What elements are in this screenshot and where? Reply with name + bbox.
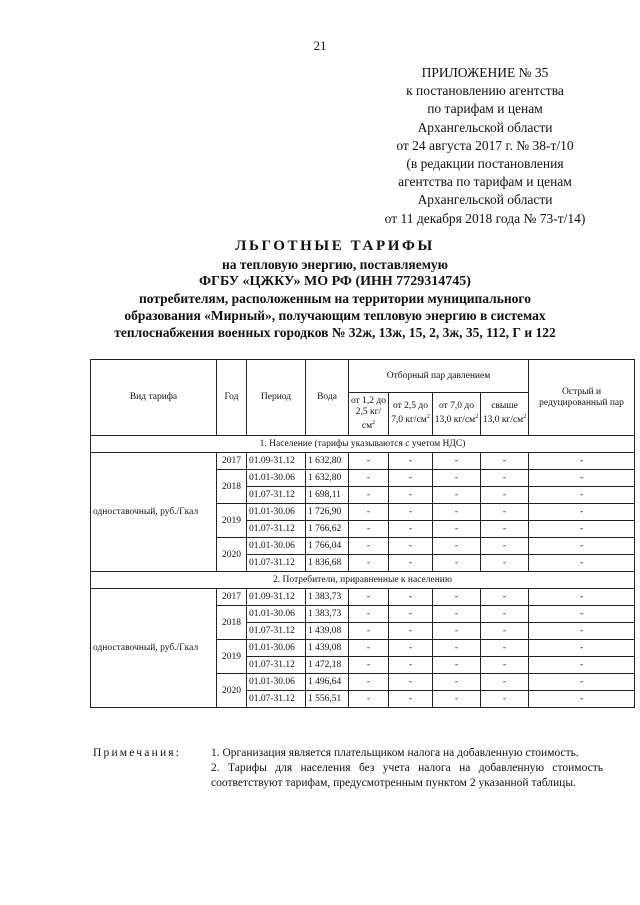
empty-value-cell: -	[433, 470, 481, 487]
superscript: 2	[475, 414, 479, 421]
appendix-line: от 11 декабря 2018 года № 73-т/14)	[384, 210, 586, 226]
header-steam-3	[433, 393, 481, 436]
header-steam-4	[481, 393, 529, 436]
title-line: образования «Мирный», получающим тепловую энергию в системах	[124, 308, 546, 323]
empty-value-cell: -	[433, 674, 481, 691]
water-tariff-cell: 1 836,68	[306, 555, 349, 572]
empty-value-cell: -	[349, 691, 389, 708]
section-title: 1. Население (тарифы указываются с учетом НДС)	[91, 436, 635, 453]
empty-value-cell: -	[433, 538, 481, 555]
title-organization: ФГБУ «ЦЖКУ» МО РФ (ИНН 7729314745)	[199, 274, 471, 289]
water-tariff-cell: 1 632,80	[306, 470, 349, 487]
empty-value-cell: -	[349, 538, 389, 555]
empty-value-cell: -	[349, 674, 389, 691]
appendix-line: Архангельской области	[417, 192, 553, 208]
empty-value-cell: -	[529, 453, 635, 470]
appendix-line: (в редакции постановления	[406, 156, 564, 172]
document-title	[30, 236, 640, 341]
header-sharp-steam: Острый и редуцированный пар	[529, 360, 635, 436]
period-cell: 01.07-31.12	[247, 555, 306, 572]
empty-value-cell: -	[529, 674, 635, 691]
year-cell: 2017	[217, 453, 247, 470]
year-cell: 2018	[217, 470, 247, 504]
section-row	[91, 436, 635, 453]
empty-value-cell: -	[529, 470, 635, 487]
empty-value-cell: -	[481, 640, 529, 657]
year-cell: 2020	[217, 538, 247, 572]
empty-value-cell: -	[433, 623, 481, 640]
year-cell: 2019	[217, 640, 247, 674]
empty-value-cell: -	[481, 487, 529, 504]
empty-value-cell: -	[481, 657, 529, 674]
appendix-header	[340, 64, 630, 228]
empty-value-cell: -	[389, 589, 433, 606]
header-steam-4-text: свыше 13,0 кг/см	[482, 401, 524, 426]
empty-value-cell: -	[389, 487, 433, 504]
empty-value-cell: -	[433, 640, 481, 657]
water-tariff-cell: 1 766,62	[306, 521, 349, 538]
header-steam-1	[349, 393, 389, 436]
empty-value-cell: -	[481, 623, 529, 640]
empty-value-cell: -	[389, 674, 433, 691]
empty-value-cell: -	[433, 691, 481, 708]
empty-value-cell: -	[349, 623, 389, 640]
empty-value-cell: -	[349, 555, 389, 572]
empty-value-cell: -	[481, 691, 529, 708]
page-number: 21	[313, 38, 327, 53]
empty-value-cell: -	[389, 504, 433, 521]
empty-value-cell: -	[433, 453, 481, 470]
empty-value-cell: -	[529, 555, 635, 572]
header-year: Год	[217, 360, 247, 436]
year-cell: 2017	[217, 589, 247, 606]
section-row	[91, 572, 635, 589]
water-tariff-cell: 1 383,73	[306, 606, 349, 623]
note-item: 1. Организация является плательщиком налога на добавленную стоимость.	[211, 747, 579, 759]
year-cell: 2020	[217, 674, 247, 708]
appendix-line: агентства по тарифам и ценам	[398, 174, 572, 190]
superscript: 2	[523, 414, 527, 421]
title-line: на тепловую энергию, поставляемую	[222, 257, 448, 272]
period-cell: 01.09-31.12	[247, 453, 306, 470]
empty-value-cell: -	[481, 453, 529, 470]
empty-value-cell: -	[481, 538, 529, 555]
empty-value-cell: -	[349, 521, 389, 538]
header-steam-2	[389, 393, 433, 436]
period-cell: 01.07-31.12	[247, 691, 306, 708]
period-cell: 01.07-31.12	[247, 623, 306, 640]
empty-value-cell: -	[349, 487, 389, 504]
empty-value-cell: -	[389, 521, 433, 538]
empty-value-cell: -	[481, 521, 529, 538]
notes-items	[211, 746, 603, 791]
empty-value-cell: -	[433, 555, 481, 572]
empty-value-cell: -	[433, 606, 481, 623]
empty-value-cell: -	[529, 623, 635, 640]
appendix-line: от 24 августа 2017 г. № 38-т/10	[396, 137, 574, 153]
title-line: теплоснабжения военных городков № 32ж, 13ж, 15, 2, 3ж, 35, 112, Г и 122	[114, 325, 556, 340]
empty-value-cell: -	[529, 504, 635, 521]
empty-value-cell: -	[389, 657, 433, 674]
empty-value-cell: -	[389, 623, 433, 640]
section-title: 2. Потребители, приравненные к населению	[91, 572, 635, 589]
empty-value-cell: -	[389, 453, 433, 470]
table-row	[91, 589, 635, 606]
title-main: ЛЬГОТНЫЕ ТАРИФЫ	[235, 238, 435, 254]
water-tariff-cell: 1 632,80	[306, 453, 349, 470]
tariff-table	[90, 359, 635, 708]
empty-value-cell: -	[433, 657, 481, 674]
period-cell: 01.01-30.06	[247, 674, 306, 691]
water-tariff-cell: 1 698,11	[306, 487, 349, 504]
header-water: Вода	[306, 360, 349, 436]
table-row	[91, 453, 635, 470]
empty-value-cell: -	[529, 606, 635, 623]
header-steam-group: Отборный пар давлением	[349, 360, 529, 393]
period-cell: 01.01-30.06	[247, 470, 306, 487]
water-tariff-cell: 1 472,18	[306, 657, 349, 674]
empty-value-cell: -	[433, 589, 481, 606]
empty-value-cell: -	[349, 504, 389, 521]
empty-value-cell: -	[529, 589, 635, 606]
period-cell: 01.07-31.12	[247, 487, 306, 504]
empty-value-cell: -	[481, 589, 529, 606]
water-tariff-cell: 1 496,64	[306, 674, 349, 691]
empty-value-cell: -	[389, 538, 433, 555]
empty-value-cell: -	[349, 657, 389, 674]
empty-value-cell: -	[529, 657, 635, 674]
period-cell: 01.09-31.12	[247, 589, 306, 606]
water-tariff-cell: 1 726,90	[306, 504, 349, 521]
water-tariff-cell: 1 766,04	[306, 538, 349, 555]
empty-value-cell: -	[389, 470, 433, 487]
empty-value-cell: -	[529, 487, 635, 504]
header-steam-1-text: от 1,2 до 2,5 кг/см	[351, 395, 386, 432]
title-line: потребителям, расположенным на территории муниципального	[139, 291, 531, 306]
note-item: 2. Тарифы для населения без учета налога на добавленную стоимость соответствуют тарифам, предусмотренным пунктом 2 указанной таблицы.	[211, 762, 603, 789]
empty-value-cell: -	[349, 589, 389, 606]
header-period: Период	[247, 360, 306, 436]
empty-value-cell: -	[529, 538, 635, 555]
superscript: 2	[426, 414, 430, 421]
empty-value-cell: -	[389, 691, 433, 708]
tariff-table-body	[91, 436, 635, 708]
period-cell: 01.01-30.06	[247, 640, 306, 657]
year-cell: 2018	[217, 606, 247, 640]
notes-label: Примечания:	[93, 747, 182, 759]
appendix-line: по тарифам и ценам	[427, 101, 543, 117]
empty-value-cell: -	[433, 504, 481, 521]
empty-value-cell: -	[481, 674, 529, 691]
tariff-type-cell: одноставочный, руб./Гкал	[91, 453, 217, 572]
water-tariff-cell: 1 439,08	[306, 623, 349, 640]
header-steam-2-text: от 2,5 до 7,0 кг/см	[391, 401, 428, 426]
water-tariff-cell: 1 556,51	[306, 691, 349, 708]
period-cell: 01.07-31.12	[247, 657, 306, 674]
header-tariff-type: Вид тарифа	[91, 360, 217, 436]
empty-value-cell: -	[481, 606, 529, 623]
year-cell: 2019	[217, 504, 247, 538]
appendix-line: Архангельской области	[417, 119, 553, 135]
empty-value-cell: -	[349, 640, 389, 657]
empty-value-cell: -	[481, 504, 529, 521]
period-cell: 01.01-30.06	[247, 504, 306, 521]
empty-value-cell: -	[433, 521, 481, 538]
period-cell: 01.07-31.12	[247, 521, 306, 538]
empty-value-cell: -	[389, 606, 433, 623]
empty-value-cell: -	[349, 606, 389, 623]
empty-value-cell: -	[529, 521, 635, 538]
water-tariff-cell: 1 383,73	[306, 589, 349, 606]
empty-value-cell: -	[389, 555, 433, 572]
empty-value-cell: -	[349, 453, 389, 470]
empty-value-cell: -	[529, 640, 635, 657]
empty-value-cell: -	[529, 691, 635, 708]
period-cell: 01.01-30.06	[247, 606, 306, 623]
header-steam-3-text: от 7,0 до 13,0 кг/см	[434, 401, 476, 426]
period-cell: 01.01-30.06	[247, 538, 306, 555]
empty-value-cell: -	[389, 640, 433, 657]
appendix-line: к постановлению агентства	[406, 83, 564, 99]
empty-value-cell: -	[481, 555, 529, 572]
tariff-type-cell: одноставочный, руб./Гкал	[91, 589, 217, 708]
empty-value-cell: -	[433, 487, 481, 504]
appendix-line: ПРИЛОЖЕНИЕ № 35	[421, 65, 549, 80]
water-tariff-cell: 1 439,08	[306, 640, 349, 657]
empty-value-cell: -	[481, 470, 529, 487]
empty-value-cell: -	[349, 470, 389, 487]
superscript: 2	[372, 419, 376, 426]
